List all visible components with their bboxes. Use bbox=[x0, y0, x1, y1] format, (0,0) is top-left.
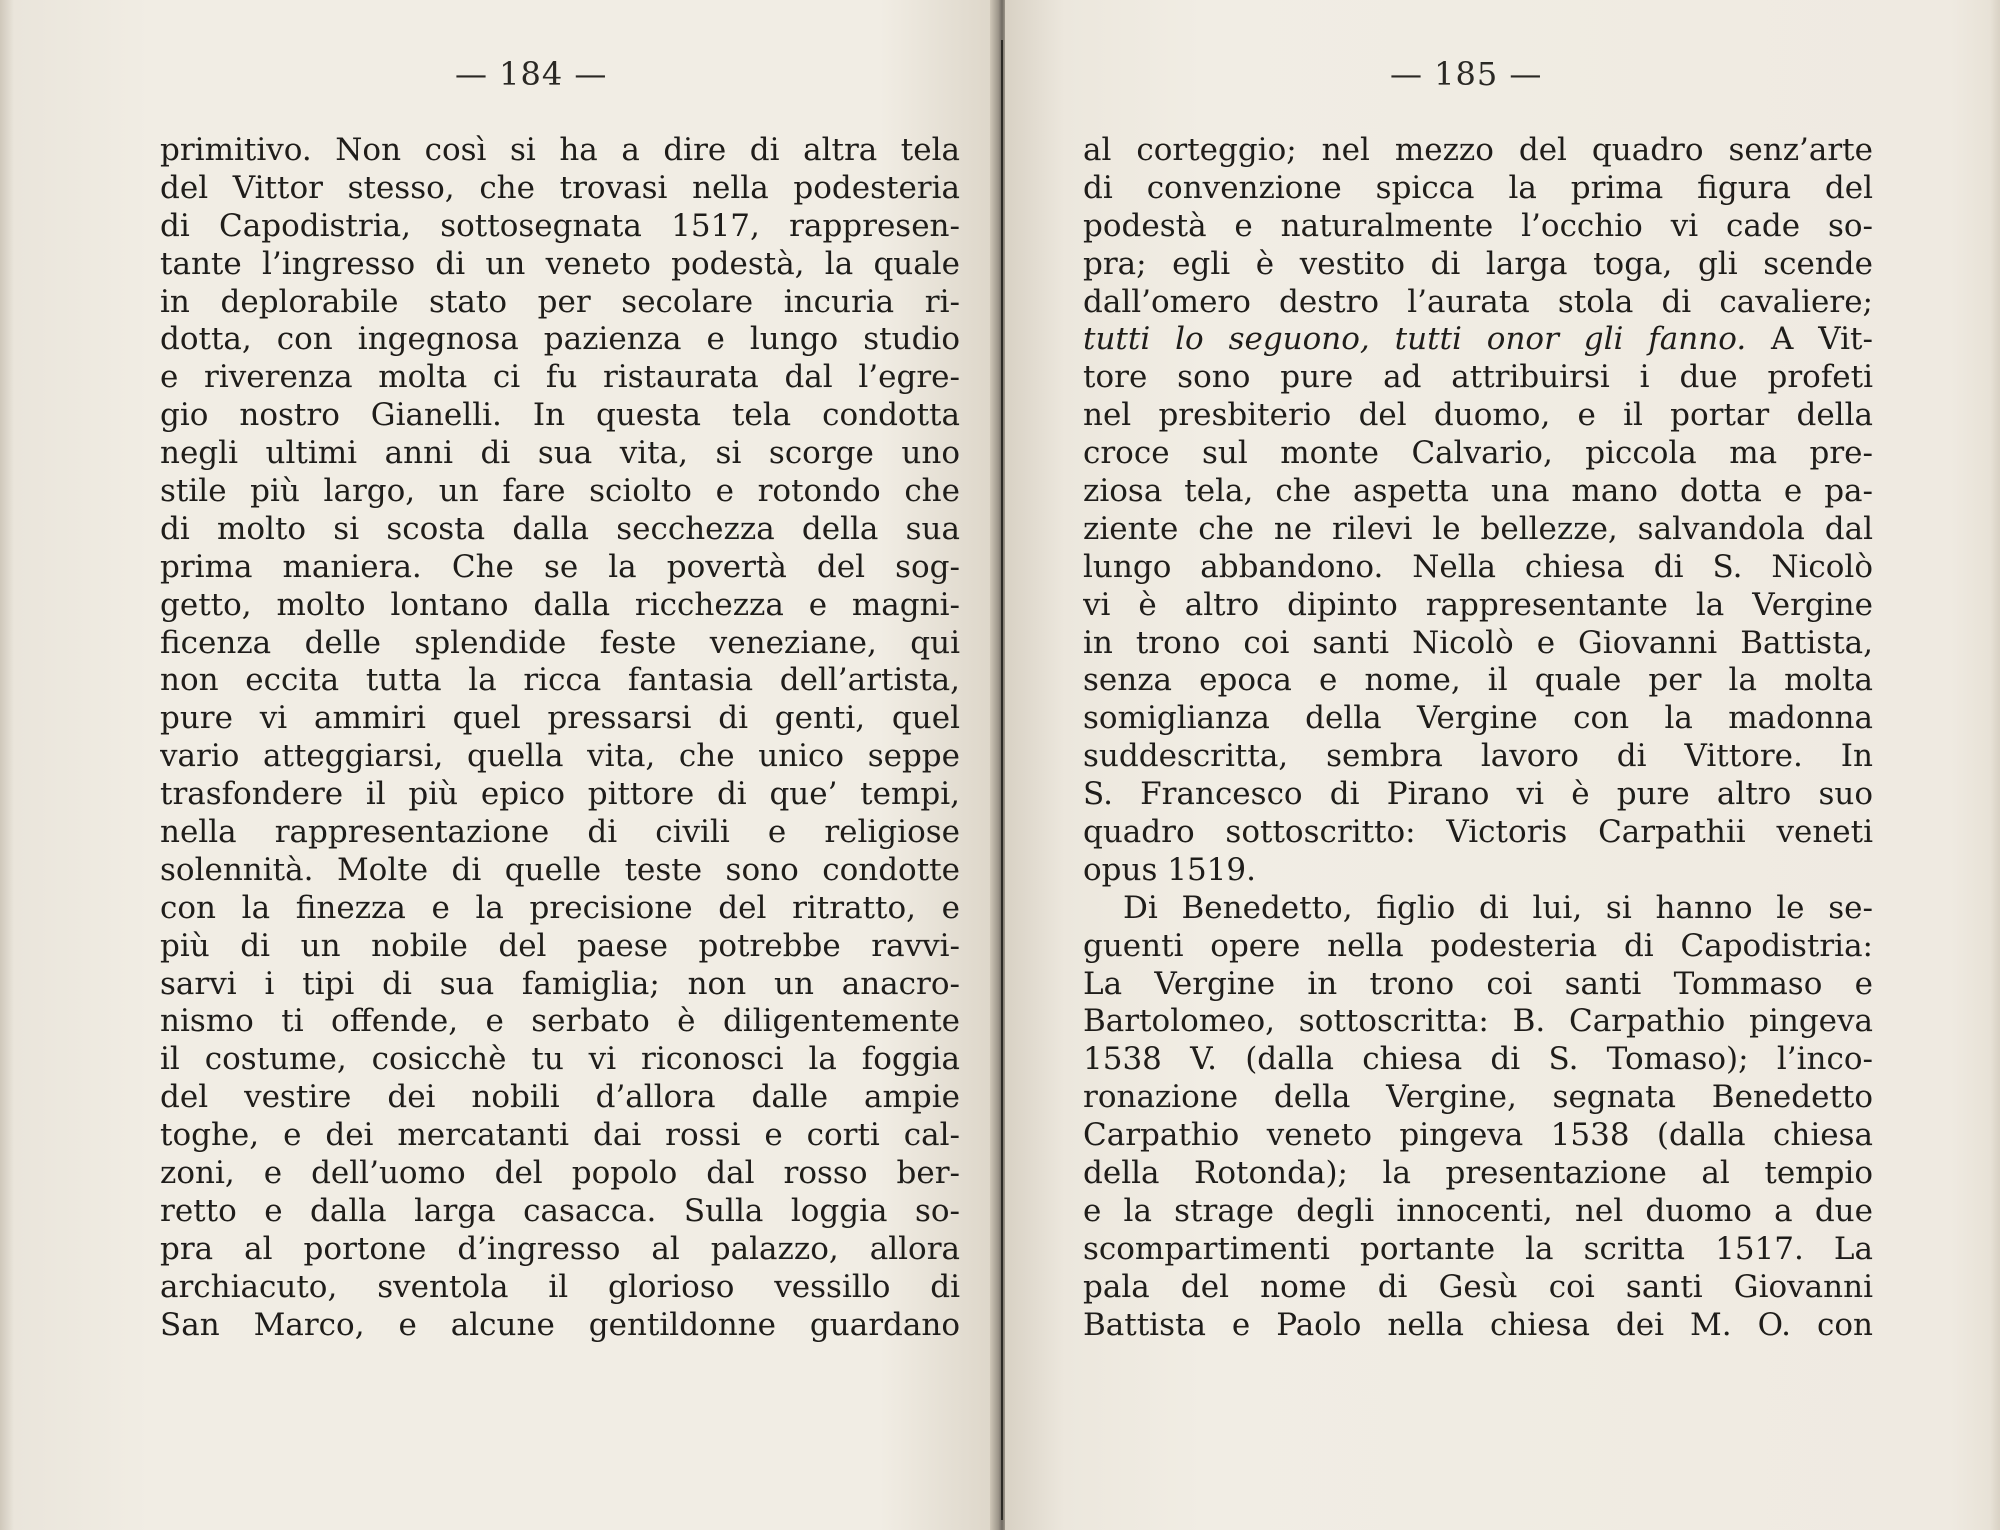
text-line: pra al portone d’ingresso al palazzo, allora bbox=[160, 1230, 960, 1267]
text-line: Bartolomeo, sottoscritta: B. Carpathio pingeva bbox=[1083, 1003, 1873, 1040]
text-line: Di Benedetto, figlio di lui, si hanno le se- bbox=[1123, 889, 1873, 926]
text-line: croce sul monte Calvario, piccola ma pre- bbox=[1083, 435, 1873, 472]
text-line: archiacuto, sventola il glorioso vessillo di bbox=[160, 1268, 960, 1305]
text-line: vario atteggiarsi, quella vita, che unico seppe bbox=[160, 738, 960, 775]
text-line: suddescritta, sembra lavoro di Vittore. In bbox=[1083, 738, 1873, 775]
text-line: Battista e Paolo nella chiesa dei M. O. con bbox=[1083, 1306, 1873, 1343]
text-line-with-italic bbox=[1083, 321, 1873, 359]
text-line: del Vittor stesso, che trovasi nella podesteria bbox=[160, 169, 960, 206]
text-line: trasfondere il più epico pittore di que’ tempi, bbox=[160, 776, 960, 813]
text-line: lungo abbandono. Nella chiesa di S. Nicolò bbox=[1083, 548, 1873, 585]
text-line: retto e dalla larga casacca. Sulla loggia so- bbox=[160, 1192, 960, 1229]
text-line: somiglianza della Vergine con la madonna bbox=[1083, 700, 1873, 737]
text-line: di molto si scosta dalla secchezza della sua bbox=[160, 510, 960, 547]
text-line: gio nostro Gianelli. In questa tela condotta bbox=[160, 397, 960, 434]
text-line: di Capodistria, sottosegnata 1517, rappresen- bbox=[160, 207, 960, 244]
page-number-right: — 185 — bbox=[1390, 55, 1543, 93]
text-line: getto, molto lontano dalla ricchezza e magni- bbox=[160, 586, 960, 623]
text-line: al corteggio; nel mezzo del quadro senz’arte bbox=[1083, 132, 1873, 168]
text-line: solennità. Molte di quelle teste sono condotte bbox=[160, 851, 960, 888]
text-line: La Vergine in trono coi santi Tommaso e bbox=[1083, 965, 1873, 1002]
gutter-fold-line bbox=[1001, 40, 1003, 1520]
text-line: con la finezza e la precisione del ritratto, e bbox=[160, 889, 960, 926]
text-line: toghe, e dei mercatanti dai rossi e corti cal- bbox=[160, 1117, 960, 1154]
right-page bbox=[1005, 0, 2000, 1530]
italic-quote: tutti lo seguono, tutti onor gli fanno. bbox=[1083, 321, 1747, 358]
text-line: il costume, cosicchè tu vi riconosci la foggia bbox=[160, 1041, 960, 1078]
text-line: podestà e naturalmente l’occhio vi cade so- bbox=[1083, 207, 1873, 244]
text-line: dall’omero destro l’aurata stola di cavaliere; bbox=[1083, 283, 1873, 320]
text-line: guenti opere nella podesteria di Capodistria: bbox=[1083, 927, 1873, 964]
text-line: pra; egli è vestito di larga toga, gli scende bbox=[1083, 245, 1873, 282]
right-page-edge bbox=[1990, 0, 2000, 1530]
text-line: zoni, e dell’uomo del popolo dal rosso ber- bbox=[160, 1155, 960, 1192]
text-line: prima maniera. Che se la povertà del sog- bbox=[160, 548, 960, 585]
page-number-left: — 184 — bbox=[455, 55, 608, 93]
text-line: scompartimenti portante la scritta 1517. La bbox=[1083, 1230, 1873, 1267]
text-line: e riverenza molta ci fu ristaurata dal l’egre- bbox=[160, 359, 960, 396]
text-line: quadro sottoscritto: Victoris Carpathii veneti bbox=[1083, 814, 1873, 851]
paragraph-end-line: opus 1519. bbox=[1083, 851, 1256, 888]
text-line: primitivo. Non così si ha a dire di altra tela bbox=[160, 132, 960, 168]
text-line: pala del nome di Gesù coi santi Giovanni bbox=[1083, 1268, 1873, 1305]
text-line: ziosa tela, che aspetta una mano dotta e pa- bbox=[1083, 473, 1873, 510]
text-line: nel presbiterio del duomo, e il portar della bbox=[1083, 397, 1873, 434]
text-line: stile più largo, un fare sciolto e rotondo che bbox=[160, 473, 960, 510]
text-line: San Marco, e alcune gentildonne guardano bbox=[160, 1306, 960, 1343]
text-line: ficenza delle splendide feste veneziane, qui bbox=[160, 624, 960, 661]
text-line: S. Francesco di Pirano vi è pure altro suo bbox=[1083, 776, 1873, 813]
text-line: non eccita tutta la ricca fantasia dell’artista, bbox=[160, 662, 960, 699]
text-line: pure vi ammiri quel pressarsi di genti, quel bbox=[160, 700, 960, 737]
text-line: e la strage degli innocenti, nel duomo a due bbox=[1083, 1192, 1873, 1229]
text-line: tante l’ingresso di un veneto podestà, la quale bbox=[160, 245, 960, 282]
text-line: senza epoca e nome, il quale per la molta bbox=[1083, 662, 1873, 699]
text-line: sarvi i tipi di sua famiglia; non un anacro- bbox=[160, 965, 960, 1002]
right-page-text bbox=[1083, 132, 1873, 1345]
text-line: ronazione della Vergine, segnata Benedetto bbox=[1083, 1079, 1873, 1116]
text-line: nismo ti offende, e serbato è diligentemente bbox=[160, 1003, 960, 1040]
text-line: più di un nobile del paese potrebbe ravvi- bbox=[160, 927, 960, 964]
text-fragment: A Vit- bbox=[1746, 321, 1873, 358]
text-line: ziente che ne rilevi le bellezze, salvandola dal bbox=[1083, 510, 1873, 547]
text-line: 1538 V. (dalla chiesa di S. Tomaso); l’inco- bbox=[1083, 1041, 1873, 1078]
text-line: di convenzione spicca la prima figura del bbox=[1083, 169, 1873, 206]
text-line: della Rotonda); la presentazione al tempio bbox=[1083, 1155, 1873, 1192]
text-line: del vestire dei nobili d’allora dalle ampie bbox=[160, 1079, 960, 1116]
text-line: tore sono pure ad attribuirsi i due profeti bbox=[1083, 359, 1873, 396]
text-line: in trono coi santi Nicolò e Giovanni Battista, bbox=[1083, 624, 1873, 661]
left-page-text bbox=[160, 132, 960, 1345]
text-line: nella rappresentazione di civili e religiose bbox=[160, 814, 960, 851]
text-line: Carpathio veneto pingeva 1538 (dalla chiesa bbox=[1083, 1117, 1873, 1154]
text-line: in deplorabile stato per secolare incuria ri- bbox=[160, 283, 960, 320]
left-page-edge bbox=[0, 0, 14, 1530]
text-line: vi è altro dipinto rappresentante la Vergine bbox=[1083, 586, 1873, 623]
text-line: negli ultimi anni di sua vita, si scorge uno bbox=[160, 435, 960, 472]
text-line: dotta, con ingegnosa pazienza e lungo studio bbox=[160, 321, 960, 358]
